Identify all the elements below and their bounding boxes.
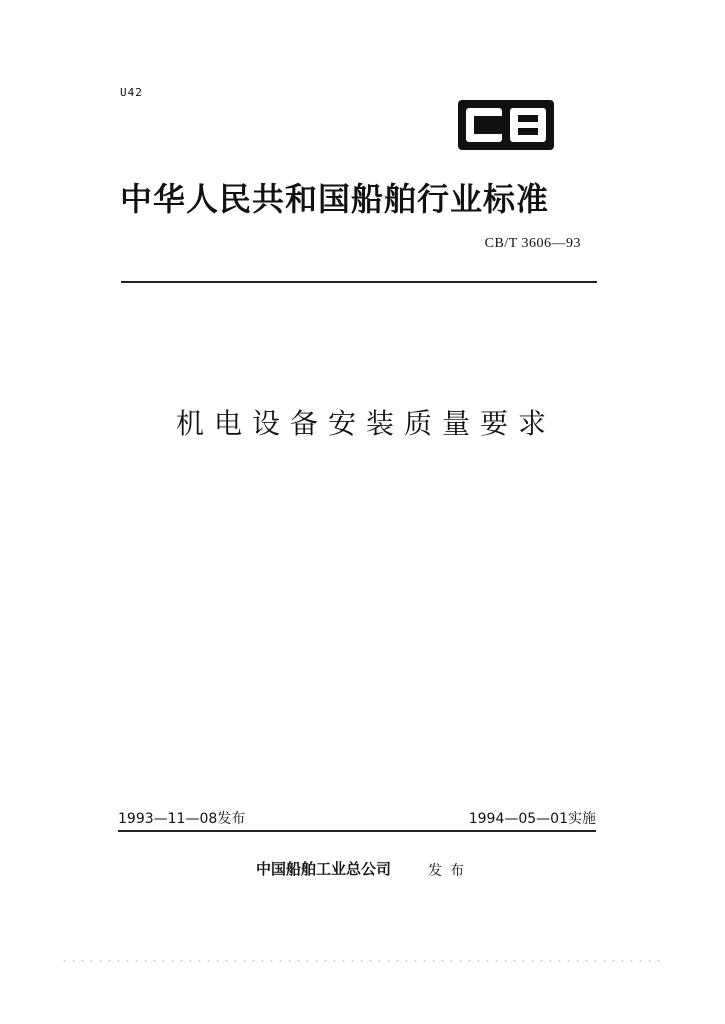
footer-divider bbox=[118, 830, 596, 832]
scan-artifact bbox=[60, 960, 660, 962]
date-row bbox=[118, 808, 596, 830]
publisher-name: 中国船舶工业总公司 bbox=[256, 860, 392, 878]
issue-date: 1993—11—08发布 bbox=[118, 811, 246, 827]
effective-date: 1994—05—01实施 bbox=[468, 811, 596, 827]
standard-number: CB/T 3606—93 bbox=[484, 236, 581, 251]
cb-logo bbox=[458, 100, 554, 150]
classification-code: U42 bbox=[120, 86, 143, 99]
document-title: 机电设备安装质量要求 bbox=[176, 407, 557, 440]
header-divider bbox=[121, 281, 597, 283]
issuing-body-title: 中华人民共和国船舶行业标准 bbox=[120, 180, 550, 218]
publish-label: 发布 bbox=[428, 863, 472, 879]
